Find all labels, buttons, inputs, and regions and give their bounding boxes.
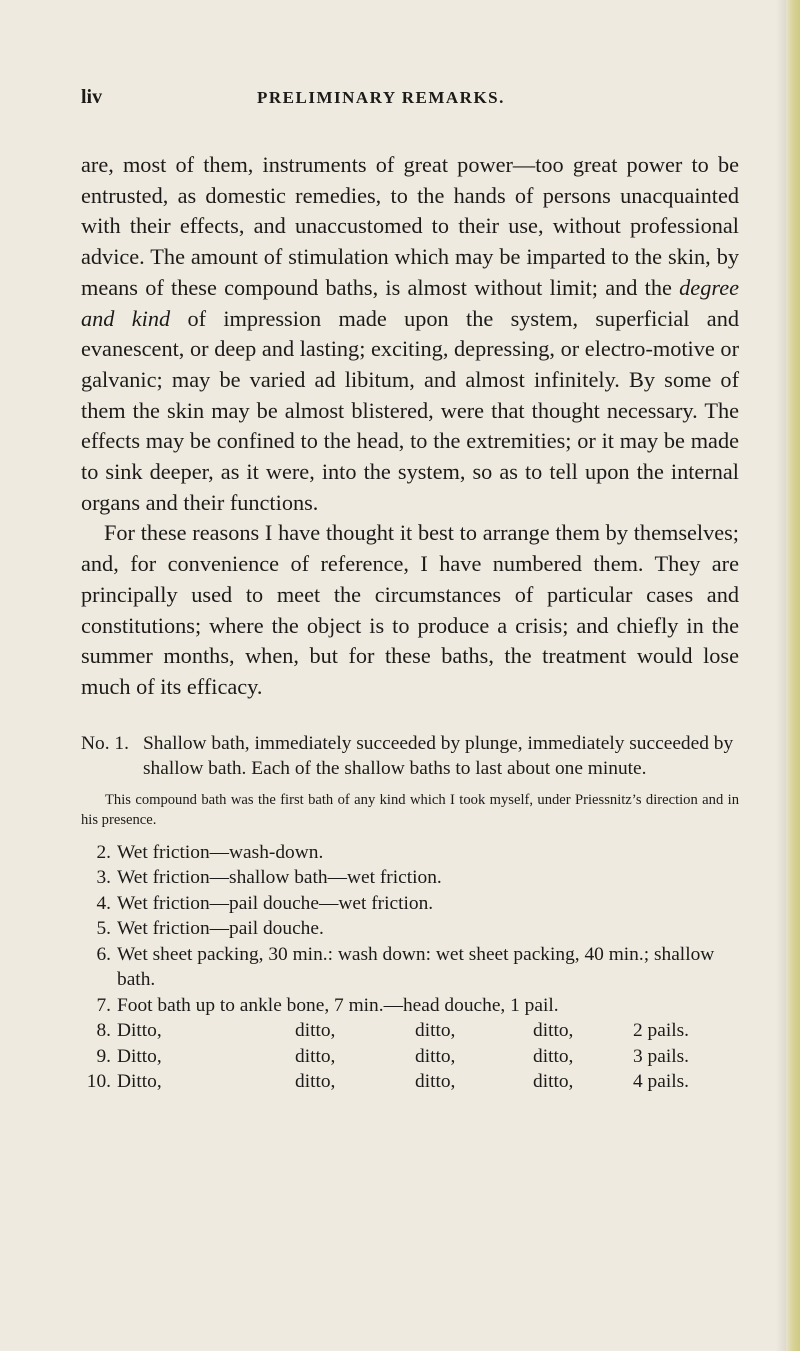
list-item-text: Foot bath up to ankle bone, 7 min.—head douche, 1 pail. xyxy=(117,994,559,1016)
pails-cell: 2 pails. xyxy=(633,1020,690,1042)
page-body xyxy=(81,150,739,1095)
list-item-number: No. 1. xyxy=(81,732,129,754)
list-item-10 xyxy=(81,1069,739,1095)
list-item-number: 10. xyxy=(86,1071,111,1093)
ditto-cell: Ditto, xyxy=(117,1020,162,1042)
paragraph-1 xyxy=(81,150,739,518)
list-item-text: Wet friction—wash-down. xyxy=(117,841,324,863)
list-item-7 xyxy=(81,993,739,1019)
ditto-cell: ditto, xyxy=(533,1071,574,1093)
list-item-4 xyxy=(81,891,739,917)
list-item-9 xyxy=(81,1044,739,1070)
list-item-number: 2. xyxy=(96,841,111,863)
page-edge-shade xyxy=(776,0,786,1351)
list-item-text: Wet friction—shallow bath—wet friction. xyxy=(117,867,442,889)
list-item-6 xyxy=(81,942,739,993)
list-item-text: Shallow bath, immediately succeeded by plunge, immediately succeeded by shallow bath. Each of the shallow baths to last about one minute. xyxy=(143,732,734,780)
ditto-cell: ditto, xyxy=(415,1020,456,1042)
pails-cell: 4 pails. xyxy=(633,1071,690,1093)
paragraph-1-part-2: of impression made upon the system, superficial and evanescent, or deep and lasting; exciting, depressing, or electro-motive or galvanic; may be varied ad libitum, and almost infinitely. By some of them the skin may be almost blistered, were that thought necessary. The effects may be confined to the head, to the extremities; or it may be made to sink deeper, as it were, into the system, so as to tell upon the internal organs and their functions. xyxy=(81,305,739,515)
list-item-1 xyxy=(81,731,739,782)
ditto-cell: Ditto, xyxy=(117,1045,162,1067)
paragraph-2: For these reasons I have thought it best to arrange them by themselves; and, for convenience of reference, I have numbered them. They are principally used to meet the circumstances of particular cases and constitutions; where the object is to produce a crisis; and chiefly in the summer months, when, but for these baths, the treatment would lose much of its efficacy. xyxy=(81,520,739,699)
list-item-text: Wet sheet packing, 30 min.: wash down: wet sheet packing, 40 min.; shallow bath. xyxy=(117,943,715,991)
ditto-cell: ditto, xyxy=(415,1045,456,1067)
list-item-number: 6. xyxy=(96,943,111,965)
footnote: This compound bath was the first bath of any kind which I took myself, under Priessnitz’s direction and in his presence. xyxy=(81,791,739,828)
list-item-number: 4. xyxy=(96,892,111,914)
list-item-number: 5. xyxy=(96,918,111,940)
page-number: liv xyxy=(81,86,103,108)
bath-list xyxy=(81,731,739,1095)
ditto-cell: ditto, xyxy=(533,1045,574,1067)
paragraph-1-italic: degree and kind xyxy=(81,274,739,331)
ditto-cell: Ditto, xyxy=(117,1071,162,1093)
list-item-8 xyxy=(81,1018,739,1044)
running-head: PRELIMINARY REMARKS. xyxy=(257,88,505,107)
list-item-2 xyxy=(81,840,739,866)
pails-cell: 3 pails. xyxy=(633,1045,690,1067)
list-item-text: Wet friction—pail douche. xyxy=(117,918,324,940)
ditto-cell: ditto, xyxy=(415,1071,456,1093)
ditto-cell: ditto, xyxy=(533,1020,574,1042)
page-edge xyxy=(786,0,800,1351)
list-item-text: Wet friction—pail douche—wet friction. xyxy=(117,892,434,914)
ditto-cell: ditto, xyxy=(295,1045,336,1067)
list-item-number: 8. xyxy=(96,1020,111,1042)
list-item-number: 7. xyxy=(96,994,111,1016)
ditto-cell: ditto, xyxy=(295,1071,336,1093)
ditto-cell: ditto, xyxy=(295,1020,336,1042)
list-item-5 xyxy=(81,916,739,942)
list-item-number: 9. xyxy=(96,1045,111,1067)
list-item-number: 3. xyxy=(96,867,111,889)
page-header xyxy=(0,86,780,116)
list-item-3 xyxy=(81,865,739,891)
paragraph-1-part-1: are, most of them, instruments of great power—too great power to be entrusted, as domestic remedies, to the hands of persons unacquainted with their effects, and unaccustomed to their use, without professional advice. The amount of stimulation which may be imparted to the skin, by means of these compound baths, is almost without limit; and the xyxy=(81,152,739,300)
